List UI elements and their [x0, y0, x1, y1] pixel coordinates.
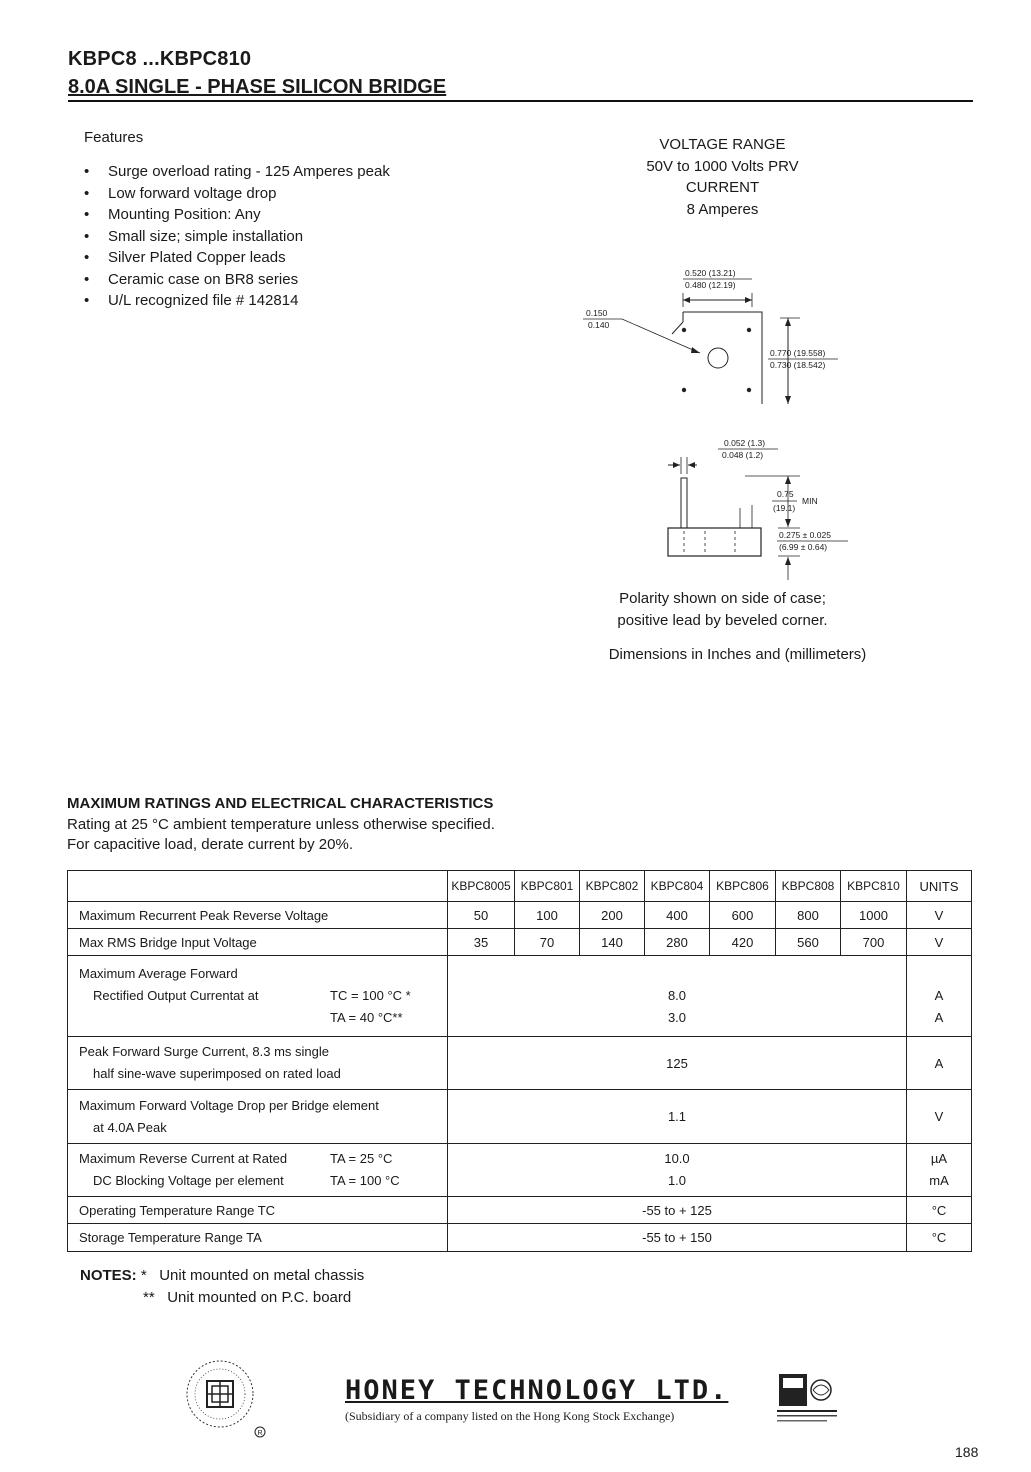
row-label: Peak Forward Surge Current, 8.3 ms single half sine-wave superimposed on rated load	[68, 1037, 448, 1090]
svg-text:R: R	[257, 1430, 263, 1437]
table-cell: 1000	[841, 902, 907, 929]
dim-width-max: 0.520 (13.21)	[685, 268, 736, 278]
unit-cell: V	[907, 1090, 972, 1144]
features-heading: Features	[84, 129, 144, 146]
feature-item: • Small size; simple installation	[84, 227, 304, 245]
unit-cell: °C	[907, 1197, 972, 1224]
row-label: Maximum Average Forward Rectified Output Currentat at TC = 100 °C * TA = 40 °C**	[68, 956, 448, 1037]
company-name: HONEY TECHNOLOGY LTD.	[345, 1375, 729, 1406]
table-cell: 100	[515, 902, 580, 929]
merged-value-cell: -55 to + 125	[448, 1197, 907, 1224]
dim-corner-max: 0.150	[586, 308, 608, 318]
voltage-range-block	[600, 134, 845, 220]
dim-lead-length-min-label: MIN	[802, 496, 818, 506]
unit-cell: A	[907, 1037, 972, 1090]
polarity-note: Polarity shown on side of case; positive lead by beveled corner.	[617, 590, 828, 629]
part-range-title: KBPC8 ...KBPC810	[68, 48, 252, 70]
table-row	[68, 1037, 972, 1090]
dim-body-height-mm: (6.99 ± 0.64)	[779, 542, 828, 552]
feature-item: • Silver Plated Copper leads	[84, 249, 286, 266]
company-subsidiary-note: (Subsidiary of a company listed on the Hong Kong Stock Exchange)	[345, 1409, 675, 1423]
table-row	[68, 1144, 972, 1197]
ratings-condition-2: For capacitive load, derate current by 20%.	[67, 836, 353, 853]
merged-value-cell: -55 to + 150	[448, 1224, 907, 1252]
ratings-heading: MAXIMUM RATINGS AND ELECTRICAL CHARACTERISTICS	[67, 795, 494, 812]
note-1: Unit mounted on metal chassis	[159, 1267, 365, 1284]
unit-cell: A A	[907, 956, 972, 1037]
header-rule	[68, 100, 973, 102]
current-label: CURRENT	[685, 179, 760, 196]
dim-lead-length-mm: (19.1)	[773, 503, 796, 513]
dim-lead-length: 0.75	[777, 489, 794, 499]
col-header: KBPC804	[645, 871, 710, 902]
merged-value-cell: 1.1	[448, 1090, 907, 1144]
row-label: Operating Temperature Range TC	[68, 1197, 448, 1224]
units-header: UNITS	[907, 871, 972, 902]
unit-cell: µA mA	[907, 1144, 972, 1197]
note-2: Unit mounted on P.C. board	[167, 1289, 352, 1306]
table-cell: 420	[710, 929, 776, 956]
page-number: 188	[955, 1444, 979, 1460]
dim-height-min: 0.730 (18.542)	[770, 360, 826, 370]
notes-label: NOTES:	[80, 1267, 137, 1284]
dim-corner-min: 0.140	[588, 320, 610, 330]
table-cell: 50	[448, 902, 515, 929]
dim-body-height: 0.275 ± 0.025	[779, 530, 831, 540]
table-row	[68, 902, 972, 929]
row-label: Maximum Reverse Current at Rated TA = 25 °C DC Blocking Voltage per element TA = 100 °C	[68, 1144, 448, 1197]
row-label: Storage Temperature Range TA	[68, 1224, 448, 1252]
table-row	[68, 1224, 972, 1252]
header-blank-cell	[68, 871, 448, 902]
table-cell: 800	[776, 902, 841, 929]
table-row	[68, 1197, 972, 1224]
features-list	[84, 161, 390, 312]
iso-certification-logo	[775, 1370, 845, 1430]
dim-height-max: 0.770 (19.558)	[770, 348, 826, 358]
table-cell: 560	[776, 929, 841, 956]
device-subtitle: 8.0A SINGLE - PHASE SILICON BRIDGE	[68, 76, 447, 98]
feature-item: • Low forward voltage drop	[84, 184, 277, 202]
table-cell: 140	[580, 929, 645, 956]
table-header-row	[68, 871, 972, 902]
row-label: Maximum Recurrent Peak Reverse Voltage	[68, 902, 448, 929]
row-label: Max RMS Bridge Input Voltage	[68, 929, 448, 956]
feature-item: • Ceramic case on BR8 series	[84, 270, 299, 288]
table-cell: 200	[580, 902, 645, 929]
table-cell: 280	[645, 929, 710, 956]
feature-item: • U/L recognized file # 142814	[84, 292, 299, 309]
row-label: Maximum Forward Voltage Drop per Bridge element at 4.0A Peak	[68, 1090, 448, 1144]
table-row	[68, 929, 972, 956]
unit-cell: V	[907, 929, 972, 956]
col-header: KBPC810	[841, 871, 907, 902]
voltage-range-label: VOLTAGE RANGE	[659, 136, 786, 153]
notes-block: NOTES: * Unit mounted on metal chassis ** Unit mounted on P.C. board	[80, 1267, 365, 1306]
merged-value-cell: 10.0 1.0	[448, 1144, 907, 1197]
table-row	[68, 1090, 972, 1144]
ratings-condition-1: Rating at 25 °C ambient temperature unless otherwise specified.	[67, 816, 495, 833]
dim-lead-max: 0.052 (1.3)	[724, 438, 766, 448]
ratings-table	[67, 870, 972, 1252]
current-value: 8 Amperes	[686, 200, 759, 218]
col-header: KBPC8005	[448, 871, 515, 902]
unit-cell: V	[907, 902, 972, 929]
dim-lead-min: 0.048 (1.2)	[722, 450, 764, 460]
voltage-range-value: 50V to 1000 Volts PRV	[646, 157, 799, 175]
company-seal-logo	[180, 1356, 270, 1446]
col-header: KBPC802	[580, 871, 645, 902]
col-header: KBPC806	[710, 871, 776, 902]
table-cell: 35	[448, 929, 515, 956]
feature-item: • Mounting Position: Any	[84, 206, 261, 223]
table-cell: 70	[515, 929, 580, 956]
dimensions-note: Dimensions in Inches and (millimeters)	[608, 646, 867, 663]
merged-value-cell: 8.0 3.0	[448, 956, 907, 1037]
merged-value-cell: 125	[448, 1037, 907, 1090]
col-header: KBPC808	[776, 871, 841, 902]
unit-cell: °C	[907, 1224, 972, 1252]
table-cell: 400	[645, 902, 710, 929]
table-cell: 600	[710, 902, 776, 929]
table-row	[68, 956, 972, 1037]
feature-item: • Surge overload rating - 125 Amperes peak	[84, 163, 390, 180]
table-cell: 700	[841, 929, 907, 956]
dim-width-min: 0.480 (12.19)	[685, 280, 736, 290]
col-header: KBPC801	[515, 871, 580, 902]
package-outline-drawing	[560, 262, 860, 584]
